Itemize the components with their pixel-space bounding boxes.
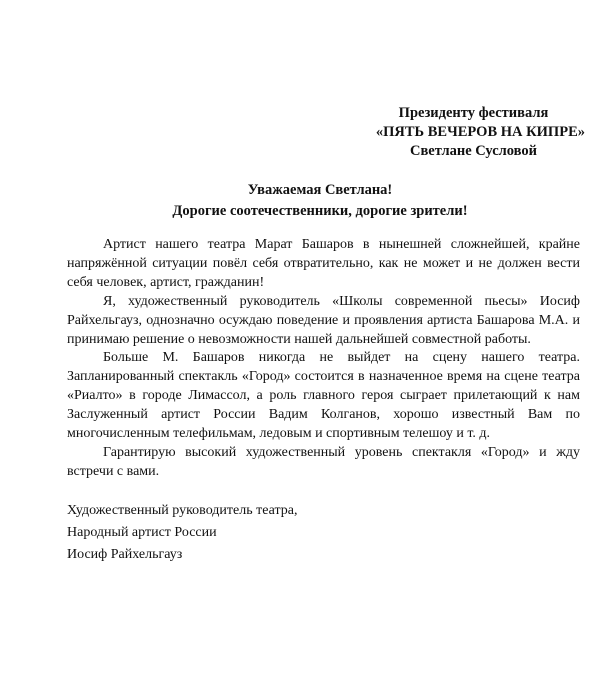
signature-position: Художественный руководитель театра,: [67, 503, 298, 518]
paragraph-3: Больше М. Башаров никогда не выйдет на сцену нашего театра. Запланированный спектакль «Город» состоится в назначенное время на сцене театра «Риалто» в городе Лимассол, а роль главного героя сыграет прилетающий к нам Заслуженный артист России Вадим Колганов, хорошо известный Вам по многочисленным телефильмам, ледовым и спортивным телешоу и т. д.: [67, 350, 580, 442]
signature-name: Иосиф Райхельгауз: [67, 547, 183, 562]
addressee-festival: «ПЯТЬ ВЕЧЕРОВ НА КИПРЕ»: [375, 124, 585, 140]
paragraph-2: Я, художественный руководитель «Школы современной пьесы» Иосиф Райхельгауз, однозначно осуждаю поведение и проявления артиста Башарова М.А. и принимаю решение о невозможности нашей дальнейшей совместной работы.: [67, 293, 580, 347]
signature-title: Народный артист России: [67, 525, 217, 540]
paragraph-1: Артист нашего театра Марат Башаров в нынешней сложнейшей, крайне напряжённой ситуации повёл себя отвратительно, как не может и не должен вести себя человек, артист, гражданин!: [67, 237, 580, 290]
addressee-block: [300, 104, 585, 161]
greeting-personal: Уважаемая Светлана!: [247, 182, 393, 198]
signature-block: [67, 500, 467, 566]
paragraph-4: Гарантирую высокий художественный уровень спектакля «Город» и жду встречи с вами.: [67, 444, 580, 479]
addressee-name: Светлане Сусловой: [409, 143, 537, 159]
letter-body: [67, 236, 580, 482]
greeting-block: [60, 180, 580, 222]
addressee-title: Президенту фестиваля: [398, 105, 549, 121]
greeting-public: Дорогие соотечественники, дорогие зрители!: [172, 203, 468, 219]
